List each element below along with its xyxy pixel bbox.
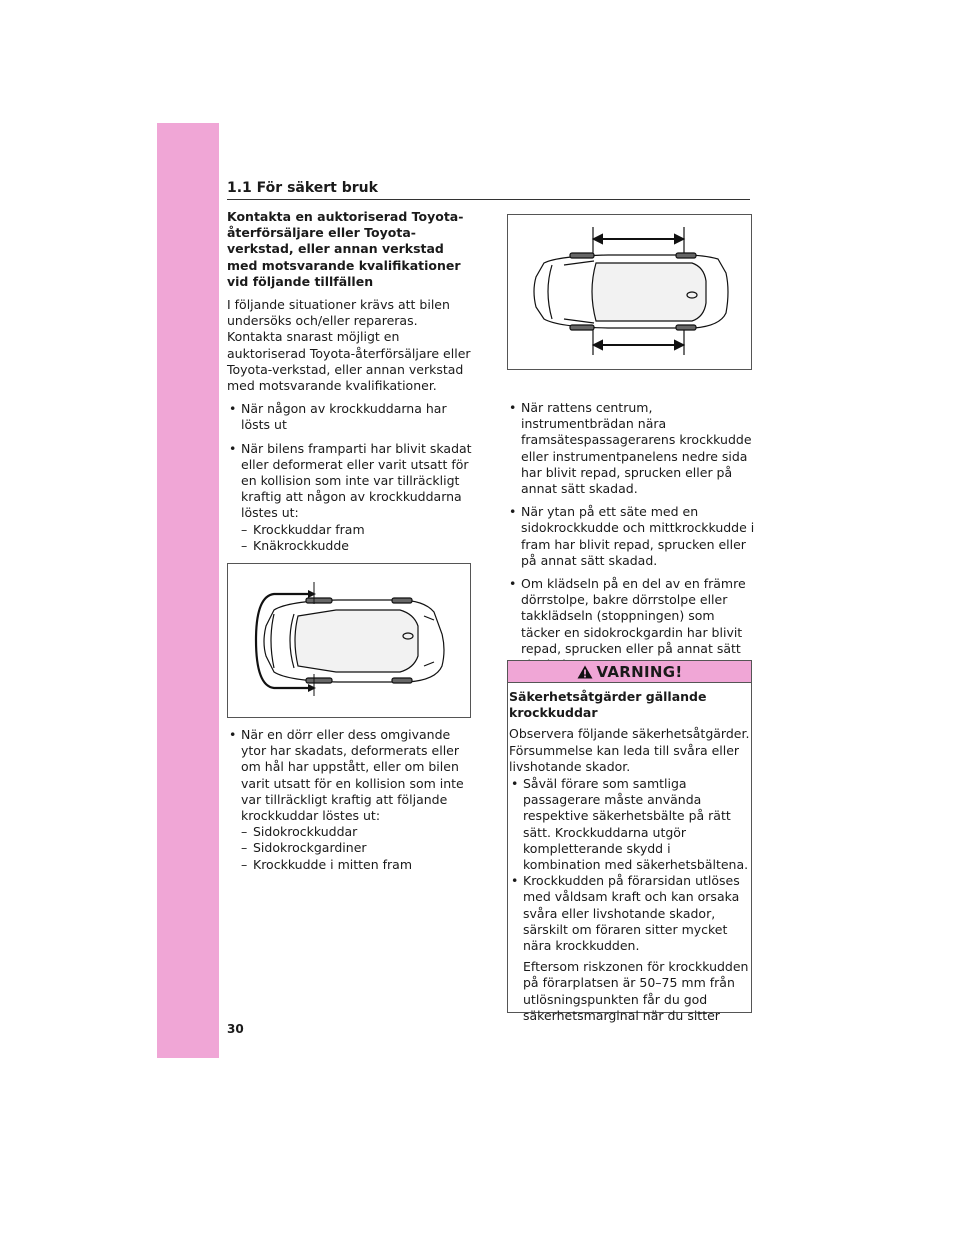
left-column-lower <box>227 727 473 880</box>
chapter-sidebar <box>157 123 219 1058</box>
intro-paragraph: I följande situationer krävs att bilen undersöks och/eller repareras. Kontakta snarast möjligt en auktoriserad Toyota-återförsäljare eller Toyota-verkstad, eller annan verkstad med motsvarande kvalifikationer. <box>227 297 471 394</box>
sub-list <box>241 824 473 873</box>
section-header: 1.1 För säkert bruk <box>227 180 378 196</box>
sub-list-item: – Krockkuddar fram <box>241 522 473 538</box>
warning-list <box>509 776 751 954</box>
warning-heading: Säkerhetsåtgärder gällande krockkuddar <box>509 689 707 721</box>
inspection-list-left-2 <box>227 727 473 873</box>
list-item: • När bilens framparti har blivit skadat eller deformerat eller varit utsatt för en kollision som inte var tillräckligt kraftig att någon av krockkuddarna löstes ut: – Krockkuddar fram – Knäkrockkudde <box>227 441 473 554</box>
sub-list <box>241 522 473 554</box>
warning-triangle-icon <box>577 665 593 679</box>
car-roof-illustration <box>507 214 752 370</box>
warning-box <box>507 660 752 1023</box>
sub-list-item: – Krockkudde i mitten fram <box>241 857 473 873</box>
left-column <box>227 209 473 561</box>
inspection-list-right <box>507 400 755 673</box>
list-item: • Om klädseln på en del av en främre dörrstolpe, bakre dörrstolpe eller takklädseln (stoppningen) som täcker en sidokrockgardin har blivit repad, sprucken eller på annat sätt <box>507 576 755 673</box>
list-item: • När rattens centrum, instrumentbrädan nära framsätespassagerarens krockkudde eller instrumentpanelens nedre sida har blivit repad, sprucken eller på annat sätt skadad. <box>507 400 755 497</box>
sub-list-item: – Sidokrockgardiner <box>241 840 473 856</box>
sub-list-item: – Sidokrockkuddar <box>241 824 473 840</box>
warning-sub-paragraph: Eftersom riskzonen för krockkudden på förarplatsen är 50–75 mm från utlösningspunkten får du god säkerhetsmarginal när du sitter <box>523 959 749 1023</box>
contact-heading: Kontakta en auktoriserad Toyota-återförsäljare eller Toyota-verkstad, eller annan verkstad med motsvarande kvalifikationer vid följande tillfällen <box>227 209 464 289</box>
sub-list-item: – Knäkrockkudde <box>241 538 473 554</box>
list-item: • När någon av krockkuddarna har lösts ut <box>227 401 473 433</box>
list-item: • Såväl förare som samtliga passagerare måste använda respektive säkerhetsbälte på rätt sätt. Krockkuddarna utgör kompletterande skydd i kombination med säkerhetsbältena. <box>509 776 751 873</box>
header-rule <box>227 199 750 200</box>
warning-intro: Observera följande säkerhetsåtgärder. Försummelse kan leda till svåra eller livshotande skador. <box>509 726 750 774</box>
list-item: • När ytan på ett säte med en sidokrockkudde och mittkrockkudde i fram har blivit repad, sprucken eller på annat sätt skadad. <box>507 504 755 569</box>
warning-body <box>508 683 751 1024</box>
page-number: 30 <box>227 1022 244 1036</box>
list-item: • Krockkudden på förarsidan utlöses med våldsam kraft och kan orsaka svåra eller livshotande skador, särskilt om föraren sitter mycket nära krockkudden. <box>509 873 751 954</box>
right-column <box>507 400 755 680</box>
warning-header <box>508 661 751 683</box>
warning-title: VARNING! <box>596 662 683 681</box>
car-door-diagram <box>228 564 470 717</box>
list-item: • När en dörr eller dess omgivande ytor har skadats, deformerats eller om hål har uppstått, eller om bilen varit utsatt för en kollision som inte var tillräckligt kraftig att följande krockkuddar löstes ut: – Sidokrockkuddar – Sidokrockgardiner – Krockkudde i mitten fram <box>227 727 473 873</box>
car-roof-diagram <box>508 215 751 369</box>
inspection-list-left <box>227 401 473 554</box>
car-door-illustration <box>227 563 471 718</box>
